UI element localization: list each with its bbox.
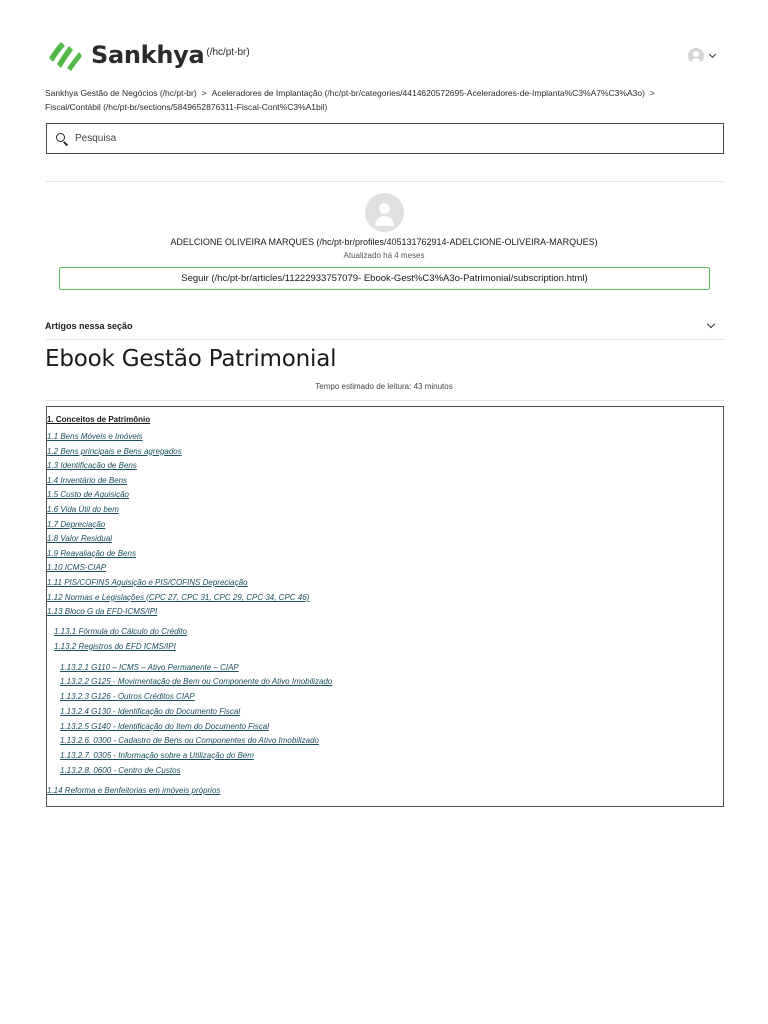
breadcrumb-separator: > — [201, 88, 207, 98]
user-avatar-icon[interactable] — [688, 48, 704, 64]
toc-link[interactable]: 1.10 ICMS-CIAP — [47, 563, 107, 573]
breadcrumb-item-home[interactable]: Sankhya Gestão de Negócios (/hc/pt-br) — [45, 88, 197, 98]
author-name-link[interactable]: ADELCIONE OLIVEIRA MARQUES (/hc/pt-br/profiles/405131762914-ADELCIONE-OLIVEIRA-MARQUES) — [170, 237, 598, 247]
toc-link[interactable]: 1.13.2.7. 0305 - Informação sobre a Utilização do Bem — [60, 750, 254, 760]
toc-link[interactable]: 1.13.2.1 G110 – ICMS – Ativo Permanente – CIAP — [60, 662, 239, 672]
updated-timestamp: Atualizado há 4 meses — [343, 251, 425, 260]
user-menu[interactable] — [688, 48, 715, 64]
breadcrumb-item-section[interactable]: Fiscal/Contábil (/hc/pt-br/sections/5849652876311-Fiscal-Cont%C3%A1bil) — [45, 102, 328, 112]
section-articles-label: Artigos nessa seção — [45, 321, 133, 331]
divider — [46, 339, 724, 340]
toc-link[interactable]: 1.13.2.5 G140 - Identificação do Item do Documento Fiscal — [60, 721, 270, 731]
home-link[interactable]: (/hc/pt-br) — [206, 46, 250, 58]
divider — [46, 400, 724, 401]
toc-link[interactable]: 1.13.1 Fórmula do Cálculo do Crédito — [54, 627, 187, 637]
brand-logo[interactable] — [45, 38, 250, 72]
toc-link[interactable]: 1.1 Bens Móveis e Imóveis — [47, 432, 143, 441]
breadcrumb — [45, 86, 695, 114]
toc-link[interactable]: 1.12 Normas e Legislações (CPC 27, CPC 31, CPC 29, CPC 34, CPC 46) — [47, 592, 310, 602]
toc-link[interactable]: 1.9 Reavaliação de Bens — [47, 548, 136, 558]
read-time: Tempo estimado de leitura: 43 minutos — [315, 382, 453, 391]
search-bar[interactable] — [46, 123, 724, 154]
toc-link[interactable]: 1.13.2.4 G130 - Identificação do Documento Fiscal — [60, 706, 241, 716]
toc-link[interactable]: 1.7 Depreciação — [47, 519, 106, 529]
breadcrumb-separator: > — [649, 88, 655, 98]
toc-link[interactable]: 1.2 Bens principais e Bens agregados — [47, 446, 182, 456]
toc-link[interactable]: 1.3 Identificação de Bens — [47, 461, 137, 471]
toc-link[interactable]: 1. Conceitos de Patrimônio — [47, 415, 151, 424]
sankhya-logo-icon — [45, 38, 85, 72]
toc-link[interactable]: 1.14 Reforma e Benfeitorias em imóveis próprios — [47, 785, 221, 795]
follow-button[interactable]: Seguir (/hc/pt-br/articles/11222933757079- Ebook-Gest%C3%A3o-Patrimonial/subscription.html) — [59, 267, 710, 290]
table-of-contents — [46, 406, 724, 807]
toc-link[interactable]: 1.4 Inventário de Bens — [47, 475, 128, 485]
chevron-down-icon[interactable] — [709, 51, 716, 58]
search-input[interactable] — [75, 133, 675, 144]
article-title: Ebook Gestão Patrimonial — [45, 346, 337, 372]
toc-link[interactable]: 1.13.2.8. 0600 - Centro de Custos — [60, 765, 181, 775]
chevron-down-icon[interactable] — [707, 320, 715, 328]
site-header — [45, 38, 723, 74]
breadcrumb-item-category[interactable]: Aceleradores de Implantação (/hc/pt-br/categories/4414620572695-Aceleradores-de-Implanta%C3%A7%C3%A3o) — [211, 88, 645, 98]
divider — [46, 181, 724, 182]
toc-link[interactable]: 1.5 Custo de Aquisição — [47, 490, 129, 500]
toc-link[interactable]: 1.13 Bloco G da EFD-ICMS/IPI — [47, 607, 158, 617]
toc-link[interactable]: 1.13.2.2 G125 - Movimentação de Bem ou Componente do Ativo Imobilizado — [60, 677, 333, 687]
toc-link[interactable]: 1.11 PIS/COFINS Aquisição e PIS/COFINS Depreciação — [47, 578, 248, 587]
author-avatar-icon[interactable] — [365, 193, 404, 232]
brand-name: Sankhya — [91, 41, 205, 69]
toc-link[interactable]: 1.8 Valor Residual — [47, 534, 113, 544]
toc-link[interactable]: 1.13.2 Registros do EFD ICMS/IPI — [54, 641, 176, 651]
section-articles-toggle[interactable] — [45, 318, 723, 336]
toc-link[interactable]: 1.13.2.6. 0300 - Cadastro de Bens ou Componentes do Ativo Imobilizado — [60, 736, 319, 746]
search-icon — [56, 133, 68, 145]
toc-link[interactable]: 1.13.2.3 G126 - Outros Créditos CIAP — [60, 692, 195, 702]
toc-link[interactable]: 1.6 Vida Útil do bem — [47, 505, 119, 514]
